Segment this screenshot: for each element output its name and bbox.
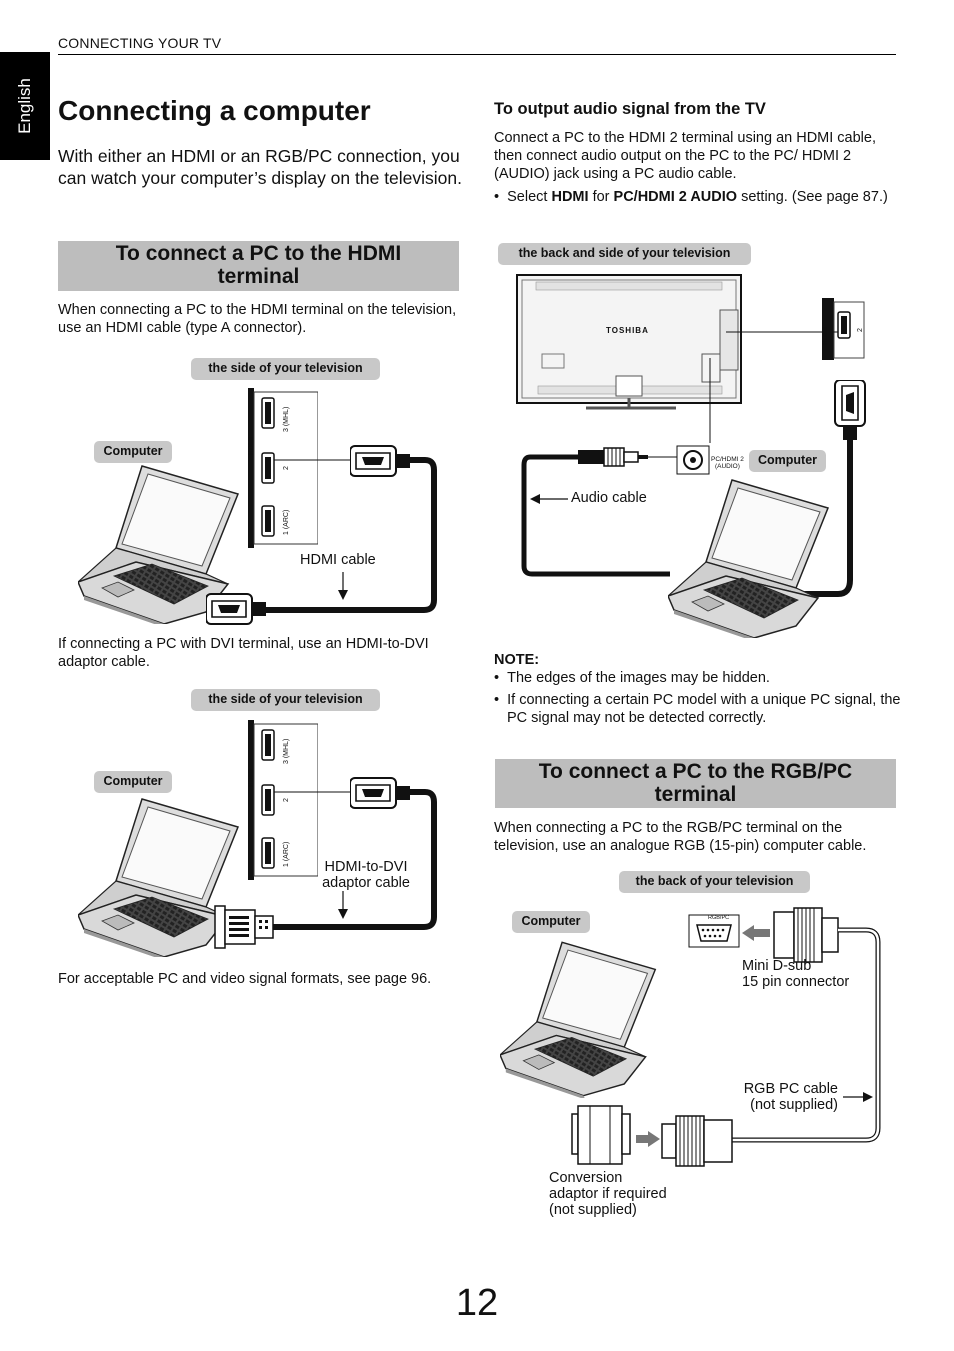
tv-back-icon [516,274,746,424]
diagram2-dvi-plug-icon [213,904,275,950]
conversion-adaptor-icon [570,1104,632,1168]
diagram2-cable-label-line2: adaptor cable [322,875,410,891]
audio-bullet-b1: HDMI [551,189,589,205]
audio-bullet-suffix: setting. (See page 87.) [737,189,888,205]
diagram2-port-label-3: 3 (MHL) [283,738,290,764]
audio-section-body: Connect a PC to the HDMI 2 terminal using an HDMI cable, then connect audio output on the PC to the PC/ HDMI 2 (AUDIO) jack using a PC audio cable. [494,130,876,182]
audio-plug-icon [578,445,650,471]
hdmi-section-heading [58,241,459,291]
audio-bullet-prefix: Select [507,189,552,205]
diagram2-cable-label-line1: HDMI-to-DVI [324,859,408,875]
rgb-adaptor-arrow-icon [636,1131,660,1147]
note-item-2-text: If connecting a certain PC model with a unique PC signal, the PC signal may not be detected correctly. [507,692,901,726]
intro-text: With either an HDMI or an RGB/PC connection, you can watch your computer’s display on the television. [58,146,463,188]
diagram2-arrow-icon [336,891,350,921]
diagram2-computer-pill: Computer [94,771,172,793]
language-label: English [15,78,34,134]
rgb-insert-arrow-icon [742,925,770,941]
dvi-note: If connecting a PC with DVI terminal, use an HDMI-to-DVI adaptor cable. [58,636,429,670]
rgb-diagram-computer-pill: Computer [512,911,590,933]
hdmi-heading-line2: terminal [217,265,300,288]
adaptor-line2: adaptor if required [549,1186,667,1202]
diagram1-port-label-2: 2 [283,466,290,470]
adaptor-label [549,1170,667,1218]
diagram1-arrow-icon [336,572,350,602]
rgb-heading-line2: terminal [654,783,737,806]
audio-diagram-port-name: HDMI [822,327,829,345]
running-title: CONNECTING YOUR TV [58,35,222,51]
minidsub-line1: Mini D-sub [742,958,812,974]
diagram2-port-name: HDMI [248,769,255,787]
note-item-1-text: The edges of the images may be hidden. [507,670,770,686]
note-label: NOTE: [494,652,540,668]
audio-cable-label: Audio cable [571,490,647,506]
audio-jack-label-line1: PC/HDMI 2 [711,456,744,463]
note-item-2: • If connecting a certain PC model with a unique PC signal, the PC signal may not be detected correctly. [494,692,901,726]
diagram1-hdmi-plug-tv-icon [350,444,410,478]
audio-jack-icon [676,445,710,475]
diagram1-port-label-1: 1 (ARC) [283,509,290,535]
diagram1-computer-pill: Computer [94,441,172,463]
diagram2-pill: the side of your television [191,689,380,711]
page-number: 12 [455,1282,499,1324]
audio-diagram-computer-pill: Computer [749,450,826,472]
audio-diagram-laptop-icon [668,478,838,638]
diagram2-port-label-2: 2 [283,798,290,802]
rgb-heading-line1: To connect a PC to the RGB/PC [538,760,853,783]
audio-jack-label [711,456,744,470]
audio-bullet-mid: for [588,189,614,205]
language-tab[interactable] [0,52,50,160]
minidsub-label [742,958,849,990]
audio-bullet-b2: PC/HDMI 2 AUDIO [613,189,738,205]
formats-note: For acceptable PC and video signal formats, see page 96. [58,971,432,987]
page-title: Connecting a computer [58,95,371,126]
header-rule [58,54,896,55]
diagram1-cable-label: HDMI cable [300,552,376,568]
rgb-section-heading [495,759,896,808]
rgb-cable-line2: (not supplied) [750,1097,838,1113]
hdmi-section-body: When connecting a PC to the HDMI terminal on the television, use an HDMI cable (type A connector). [58,302,457,336]
audio-jack-label-line2: (AUDIO) [714,463,740,470]
diagram1-hdmi-plug-pc-icon [206,592,266,626]
adaptor-line1: Conversion [549,1170,623,1186]
audio-diagram-port-number: 2 [857,328,864,332]
rgb-cable-arrow-icon [843,1090,873,1104]
diagram2-cable-label [316,859,416,891]
rgb-pc-plug-icon [660,1114,736,1168]
audio-cable-arrow-icon [530,492,570,506]
audio-section-heading: To output audio signal from the TV [494,100,766,118]
diagram2-port-label-1: 1 (ARC) [283,841,290,867]
hdmi-heading-line1: To connect a PC to the HDMI [115,242,402,265]
note-item-1: • The edges of the images may be hidden. [494,670,770,686]
rgb-diagram-pill: the back of your television [619,871,810,893]
rgb-section-body: When connecting a PC to the RGB/PC terminal on the television, use an analogue RGB (15-pin) computer cable. [494,820,867,854]
rgb-cable-line1: RGB PC cable [743,1081,838,1097]
diagram2-hdmi-plug-tv-icon [350,776,410,810]
rgb-port-label: RGB/PC [708,915,730,921]
rgb-diagram-laptop-icon [500,938,665,1098]
diagram1-port-name: HDMI [248,437,255,455]
tv-brand-logo: TOSHIBA [606,326,649,335]
minidsub-line2: 15 pin connector [742,974,850,990]
diagram1-port-label-3: 3 (MHL) [283,406,290,432]
rgb-cable-label [733,1081,838,1113]
audio-bullet: • Select HDMI for PC/HDMI 2 AUDIO setting. (See page 87.) [494,189,888,205]
adaptor-line3: (not supplied) [549,1202,637,1218]
diagram1-pill: the side of your television [191,358,380,380]
audio-diagram-pill: the back and side of your television [498,243,751,265]
